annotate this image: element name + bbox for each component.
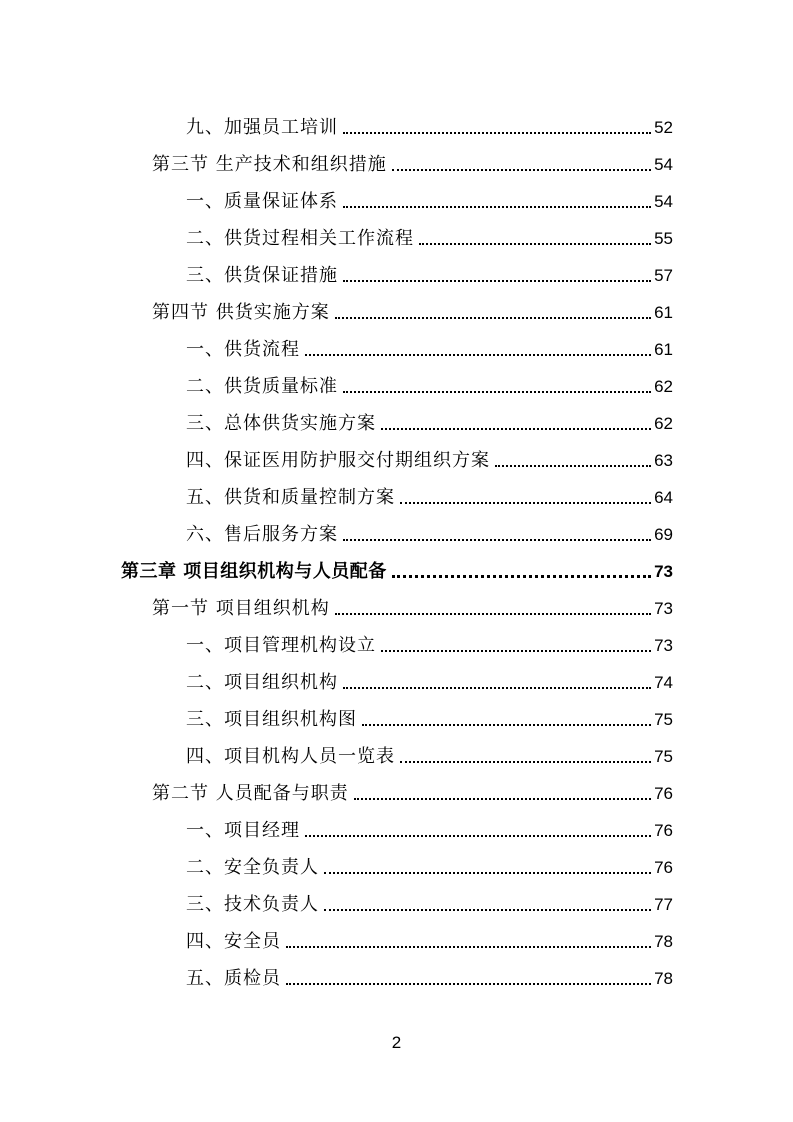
- toc-entry-page: 76: [654, 821, 673, 840]
- toc-entry-title: 二、项目组织机构: [186, 672, 338, 693]
- toc-leader-dots: [305, 834, 651, 837]
- toc-entry-title: 二、供货过程相关工作流程: [186, 228, 414, 249]
- toc-leader-dots: [335, 316, 651, 319]
- toc-entry-title: 一、项目经理: [186, 820, 300, 841]
- toc-entry-title: 二、供货质量标准: [186, 376, 338, 397]
- toc-entry-page: 78: [654, 969, 673, 988]
- toc-entry-title: 六、售后服务方案: [186, 524, 338, 545]
- toc-entry-page: 76: [654, 858, 673, 877]
- toc-entry-title: 三、供货保证措施: [186, 265, 338, 286]
- toc-entry[interactable]: [186, 213, 673, 250]
- toc-leader-dots: [400, 501, 651, 504]
- toc-entry[interactable]: [186, 398, 673, 435]
- toc-leader-dots: [286, 945, 651, 948]
- toc-leader-dots: [343, 279, 651, 282]
- page-number: 2: [391, 1033, 402, 1052]
- toc-entry-page: 69: [654, 525, 673, 544]
- toc-entry[interactable]: [186, 509, 673, 546]
- toc-entry[interactable]: [186, 435, 673, 472]
- toc-entry[interactable]: [186, 657, 673, 694]
- toc-entry-page: 73: [654, 636, 673, 655]
- toc-entry-title: 九、加强员工培训: [186, 117, 338, 138]
- toc-entry-title: 五、质检员: [186, 968, 281, 989]
- toc-entry[interactable]: [186, 694, 673, 731]
- toc-leader-dots: [419, 242, 651, 245]
- toc-entry-page: 75: [654, 710, 673, 729]
- toc-entry-page: 73: [654, 562, 673, 581]
- toc-entry-page: 64: [654, 488, 673, 507]
- toc-entry[interactable]: [186, 879, 673, 916]
- toc-entry[interactable]: [186, 953, 673, 990]
- toc-entry-page: 62: [654, 414, 673, 433]
- toc-entry-title: 第四节 供货实施方案: [152, 302, 330, 323]
- toc-entry-title: 四、保证医用防护服交付期组织方案: [186, 450, 490, 471]
- toc-leader-dots: [343, 686, 651, 689]
- toc-entry[interactable]: [186, 842, 673, 879]
- toc-entry[interactable]: [186, 472, 673, 509]
- toc-entry[interactable]: [186, 176, 673, 213]
- toc-entry-page: 61: [654, 303, 673, 322]
- toc-leader-dots: [324, 908, 651, 911]
- toc-entry-page: 57: [654, 266, 673, 285]
- toc-entry-page: 61: [654, 340, 673, 359]
- toc-entry-title: 第三节 生产技术和组织措施: [152, 154, 387, 175]
- toc-entry-page: 62: [654, 377, 673, 396]
- toc-leader-dots: [286, 982, 651, 985]
- toc-entry-page: 63: [654, 451, 673, 470]
- toc-entry[interactable]: [186, 805, 673, 842]
- toc-entry-page: 55: [654, 229, 673, 248]
- toc-chapter-entry[interactable]: [121, 546, 673, 583]
- toc-leader-dots: [392, 574, 651, 578]
- toc-entry-title: 三、总体供货实施方案: [186, 413, 376, 434]
- toc-entry-title: 第二节 人员配备与职责: [152, 783, 349, 804]
- toc-entry[interactable]: [152, 139, 673, 176]
- toc-entry-title: 第一节 项目组织机构: [152, 598, 330, 619]
- toc-leader-dots: [354, 797, 651, 800]
- toc-leader-dots: [381, 649, 651, 652]
- toc-leader-dots: [343, 205, 651, 208]
- toc-entry-page: 73: [654, 599, 673, 618]
- toc-entry-page: 78: [654, 932, 673, 951]
- toc-leader-dots: [343, 131, 651, 134]
- toc-leader-dots: [324, 871, 651, 874]
- toc-entry-title: 一、项目管理机构设立: [186, 635, 376, 656]
- toc-entry-title: 一、质量保证体系: [186, 191, 338, 212]
- toc-leader-dots: [400, 760, 651, 763]
- toc-leader-dots: [495, 464, 651, 467]
- toc-entry-page: 54: [654, 155, 673, 174]
- toc-entry[interactable]: [186, 361, 673, 398]
- toc-entry[interactable]: [186, 324, 673, 361]
- toc-leader-dots: [343, 538, 651, 541]
- toc-entry[interactable]: [186, 731, 673, 768]
- toc-entry-title: 二、安全负责人: [186, 857, 319, 878]
- toc-leader-dots: [362, 723, 651, 726]
- toc-entry-page: 52: [654, 118, 673, 137]
- toc-entry[interactable]: [186, 916, 673, 953]
- toc-entry-page: 77: [654, 895, 673, 914]
- toc-leader-dots: [305, 353, 651, 356]
- toc-leader-dots: [392, 168, 651, 171]
- toc-entry[interactable]: [186, 250, 673, 287]
- toc-entry-page: 75: [654, 747, 673, 766]
- toc-leader-dots: [381, 427, 651, 430]
- toc-entry-title: 三、项目组织机构图: [186, 709, 357, 730]
- toc-entry[interactable]: [186, 102, 673, 139]
- toc-entry-page: 74: [654, 673, 673, 692]
- toc-entry-title: 第三章 项目组织机构与人员配备: [121, 561, 387, 582]
- toc-entry[interactable]: [186, 620, 673, 657]
- toc-entry[interactable]: [152, 287, 673, 324]
- toc-entry-page: 54: [654, 192, 673, 211]
- toc-entry-title: 四、安全员: [186, 931, 281, 952]
- toc-entry-page: 76: [654, 784, 673, 803]
- toc-entry-title: 四、项目机构人员一览表: [186, 746, 395, 767]
- toc-entry-title: 五、供货和质量控制方案: [186, 487, 395, 508]
- toc-entry[interactable]: [152, 768, 673, 805]
- toc-entry-title: 一、供货流程: [186, 339, 300, 360]
- toc-entry[interactable]: [152, 583, 673, 620]
- toc-entry-title: 三、技术负责人: [186, 894, 319, 915]
- toc-leader-dots: [343, 390, 651, 393]
- toc-leader-dots: [335, 612, 651, 615]
